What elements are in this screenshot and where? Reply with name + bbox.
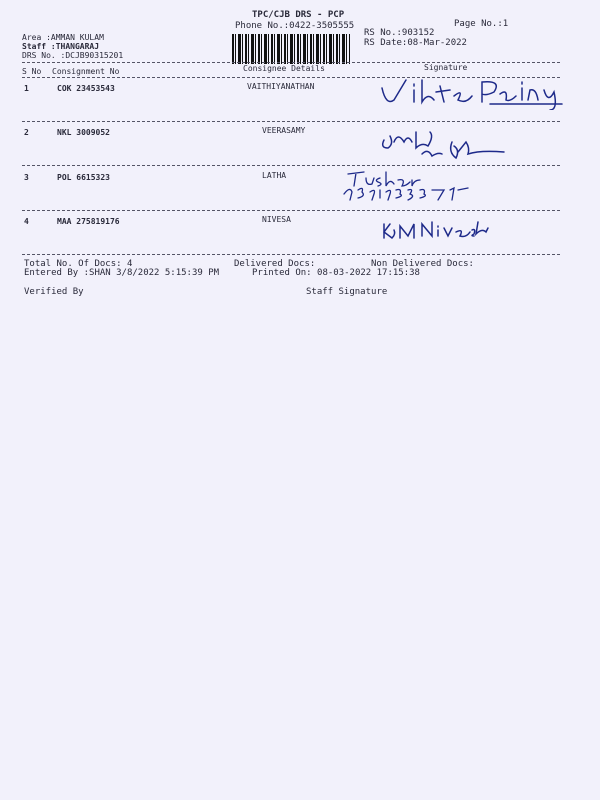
signature-image bbox=[378, 124, 508, 164]
staff-signature-label: Staff Signature bbox=[306, 287, 388, 297]
row-consignment: MAA 275819176 bbox=[57, 217, 120, 226]
divider bbox=[22, 62, 560, 63]
drs-number: DRS No. :DCJB90315201 bbox=[22, 51, 124, 60]
signature-image bbox=[378, 76, 568, 110]
rs-number: RS No.:903152 bbox=[364, 28, 435, 38]
divider bbox=[22, 121, 560, 122]
area-label: Area :AMMAN KULAM bbox=[22, 33, 104, 42]
row-consignee: VAITHIYANATHAN bbox=[247, 82, 315, 91]
col-header-consignment: Consignment No bbox=[52, 67, 120, 76]
row-consignee: VEERASAMY bbox=[262, 126, 306, 135]
row-consignment: POL 6615323 bbox=[57, 173, 110, 182]
row-sno: 3 bbox=[24, 173, 29, 182]
col-header-sno: S No bbox=[22, 67, 42, 76]
verified-by: Verified By bbox=[24, 287, 84, 297]
page-number: Page No.:1 bbox=[454, 19, 509, 29]
col-header-consignee: Consignee Details bbox=[243, 64, 325, 73]
row-consignee: NIVESA bbox=[262, 215, 291, 224]
row-sno: 2 bbox=[24, 128, 29, 137]
document-title: TPC/CJB DRS - PCP bbox=[252, 10, 345, 20]
col-header-signature: Signature bbox=[424, 63, 468, 72]
row-sno: 1 bbox=[24, 84, 29, 93]
divider bbox=[22, 165, 560, 166]
barcode bbox=[232, 34, 350, 64]
row-consignment: NKL 3009052 bbox=[57, 128, 110, 137]
divider bbox=[22, 254, 560, 255]
delivered-docs: Delivered Docs: bbox=[234, 259, 316, 269]
non-delivered-docs: Non Delivered Docs: bbox=[371, 259, 474, 269]
total-docs: Total No. Of Docs: 4 bbox=[24, 259, 133, 269]
rs-date: RS Date:08-Mar-2022 bbox=[364, 38, 467, 48]
row-consignee: LATHA bbox=[262, 171, 287, 180]
printed-on: Printed On: 08-03-2022 17:15:38 bbox=[252, 268, 420, 278]
row-sno: 4 bbox=[24, 217, 29, 226]
signature-image bbox=[340, 168, 480, 202]
staff-label: Staff :THANGARAJ bbox=[22, 42, 100, 51]
phone-number: Phone No.:0422-3505555 bbox=[235, 21, 355, 31]
row-consignment: COK 23453543 bbox=[57, 84, 115, 93]
divider bbox=[22, 210, 560, 211]
signature-image bbox=[378, 214, 490, 244]
entered-by: Entered By :SHAN 3/8/2022 5:15:39 PM bbox=[24, 268, 220, 278]
